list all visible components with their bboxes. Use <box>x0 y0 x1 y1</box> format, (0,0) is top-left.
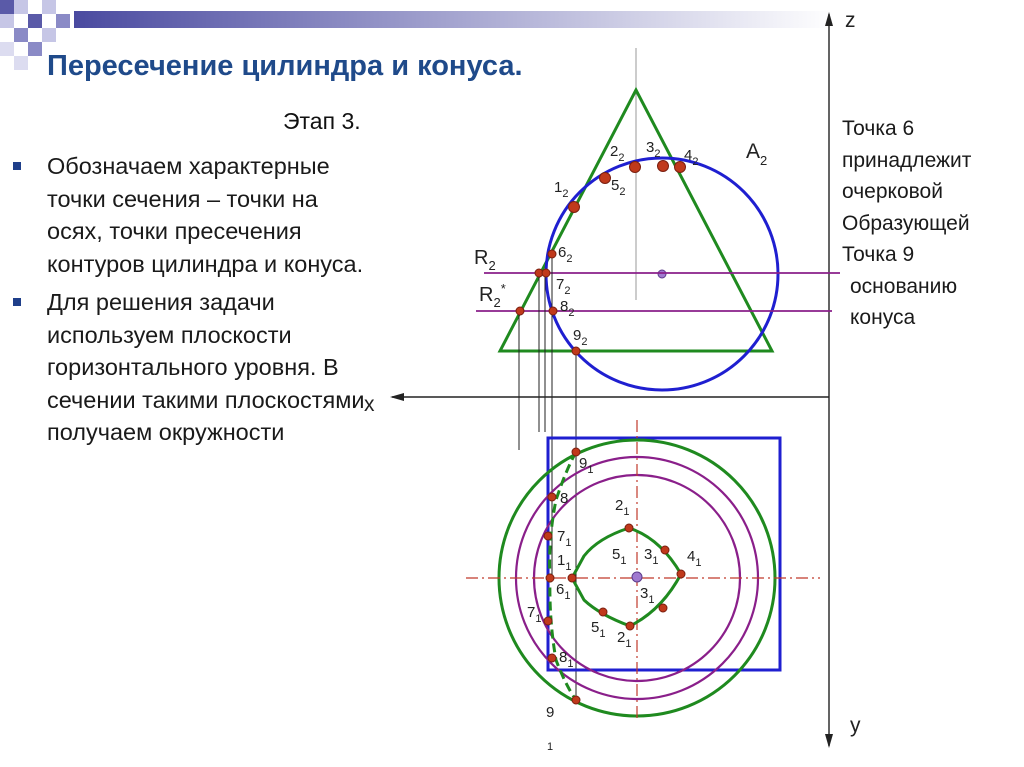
point-1-2 <box>569 202 580 213</box>
label-7-1: $7_1$ <box>557 528 572 549</box>
point-2-1 <box>626 622 634 630</box>
label-3-2: $3_2$ <box>646 139 661 160</box>
label-4-2: $4_2$ <box>684 147 699 168</box>
label-9-2: $9_2$ <box>573 327 588 348</box>
label-4-1: $4_1$ <box>687 548 702 569</box>
label-9-bottom: 9 <box>546 704 555 721</box>
cylinder-label-a2: $A_2$ <box>746 140 768 168</box>
point-2-2 <box>630 162 641 173</box>
note-line: конуса <box>850 306 916 329</box>
page-title: Пересечение цилиндра и конуса. <box>47 50 523 82</box>
label-3-1: $3_1$ <box>644 546 659 567</box>
point-1-1 <box>546 574 554 582</box>
label-9-1: $9_1$ <box>579 455 594 476</box>
label-8-1: $8_1$ <box>559 649 574 670</box>
label-7-2: $7_2$ <box>556 276 571 297</box>
axis-label-x: x <box>364 393 375 416</box>
label-2-1: $2_1$ <box>615 497 630 518</box>
point-6-1 <box>568 574 576 582</box>
note-line: Точка 6 <box>842 117 915 140</box>
note-line: очерковой <box>842 180 943 203</box>
note-line: Образующей <box>842 211 970 235</box>
point-3-1 <box>661 546 669 554</box>
bullet-text: Для решения задачи используем плоскости горизонтального уровня. В сечении такими плоскостями получаем окружности <box>47 289 365 445</box>
point-7-2 <box>542 269 550 277</box>
label-2-1-lower: $2_1$ <box>617 629 632 650</box>
label-5-1: $5_1$ <box>612 546 627 567</box>
axis-label-y: y <box>850 714 861 737</box>
label-2-2: $2_2$ <box>610 143 625 164</box>
label-6-2: $6_2$ <box>558 244 573 265</box>
point-8-1 <box>548 654 556 662</box>
label-3-1-lower: $3_1$ <box>640 585 655 606</box>
point-3-1 <box>659 604 667 612</box>
z-arrow-icon <box>825 12 833 26</box>
cylinder-center-point <box>658 270 666 278</box>
label-1-1: $1_1$ <box>557 552 572 573</box>
label-8-2: $8_2$ <box>560 298 575 319</box>
point-r2-star <box>516 307 524 315</box>
label-5-1-lower: $5_1$ <box>591 619 606 640</box>
point-7-1 <box>544 617 552 625</box>
point-6-2 <box>548 250 556 258</box>
bullet-text: Обозначаем характерные точки сечения – точки на осях, точки пресечения контуров цилиндра и конуса. <box>47 153 364 277</box>
point-9-2 <box>572 347 580 355</box>
y-arrow-icon <box>825 734 833 748</box>
label-9-bottom-sub: 1 <box>547 741 554 753</box>
stage-label: Этап 3. <box>283 108 361 134</box>
point-2-1 <box>625 524 633 532</box>
label-5-2: $5_2$ <box>611 177 626 198</box>
note-line: Точка 9 <box>842 243 915 266</box>
point-3-2 <box>658 161 669 172</box>
label-1-2: $1_2$ <box>554 179 569 200</box>
top-center-point <box>632 572 642 582</box>
note-line: принадлежит <box>842 148 972 172</box>
axis-label-z: z <box>845 9 856 32</box>
label-8: 8 <box>560 490 569 507</box>
x-arrow-icon <box>390 393 404 401</box>
point-5-1 <box>599 608 607 616</box>
label-6-1: $6_1$ <box>556 581 571 602</box>
plane-r2-label: $R_2$ <box>474 247 496 273</box>
point-7-1 <box>544 532 552 540</box>
point-8-2 <box>549 307 557 315</box>
point-5-2 <box>600 173 611 184</box>
point-9-1 <box>572 696 580 704</box>
front-view-points <box>516 161 686 356</box>
plane-r2-star-label: $R_2^*$ <box>479 281 506 310</box>
label-7-1-lower: $7_1$ <box>527 604 542 625</box>
point-4-1 <box>677 570 685 578</box>
note-line: основанию <box>850 274 958 298</box>
point-8-1 <box>548 493 556 501</box>
